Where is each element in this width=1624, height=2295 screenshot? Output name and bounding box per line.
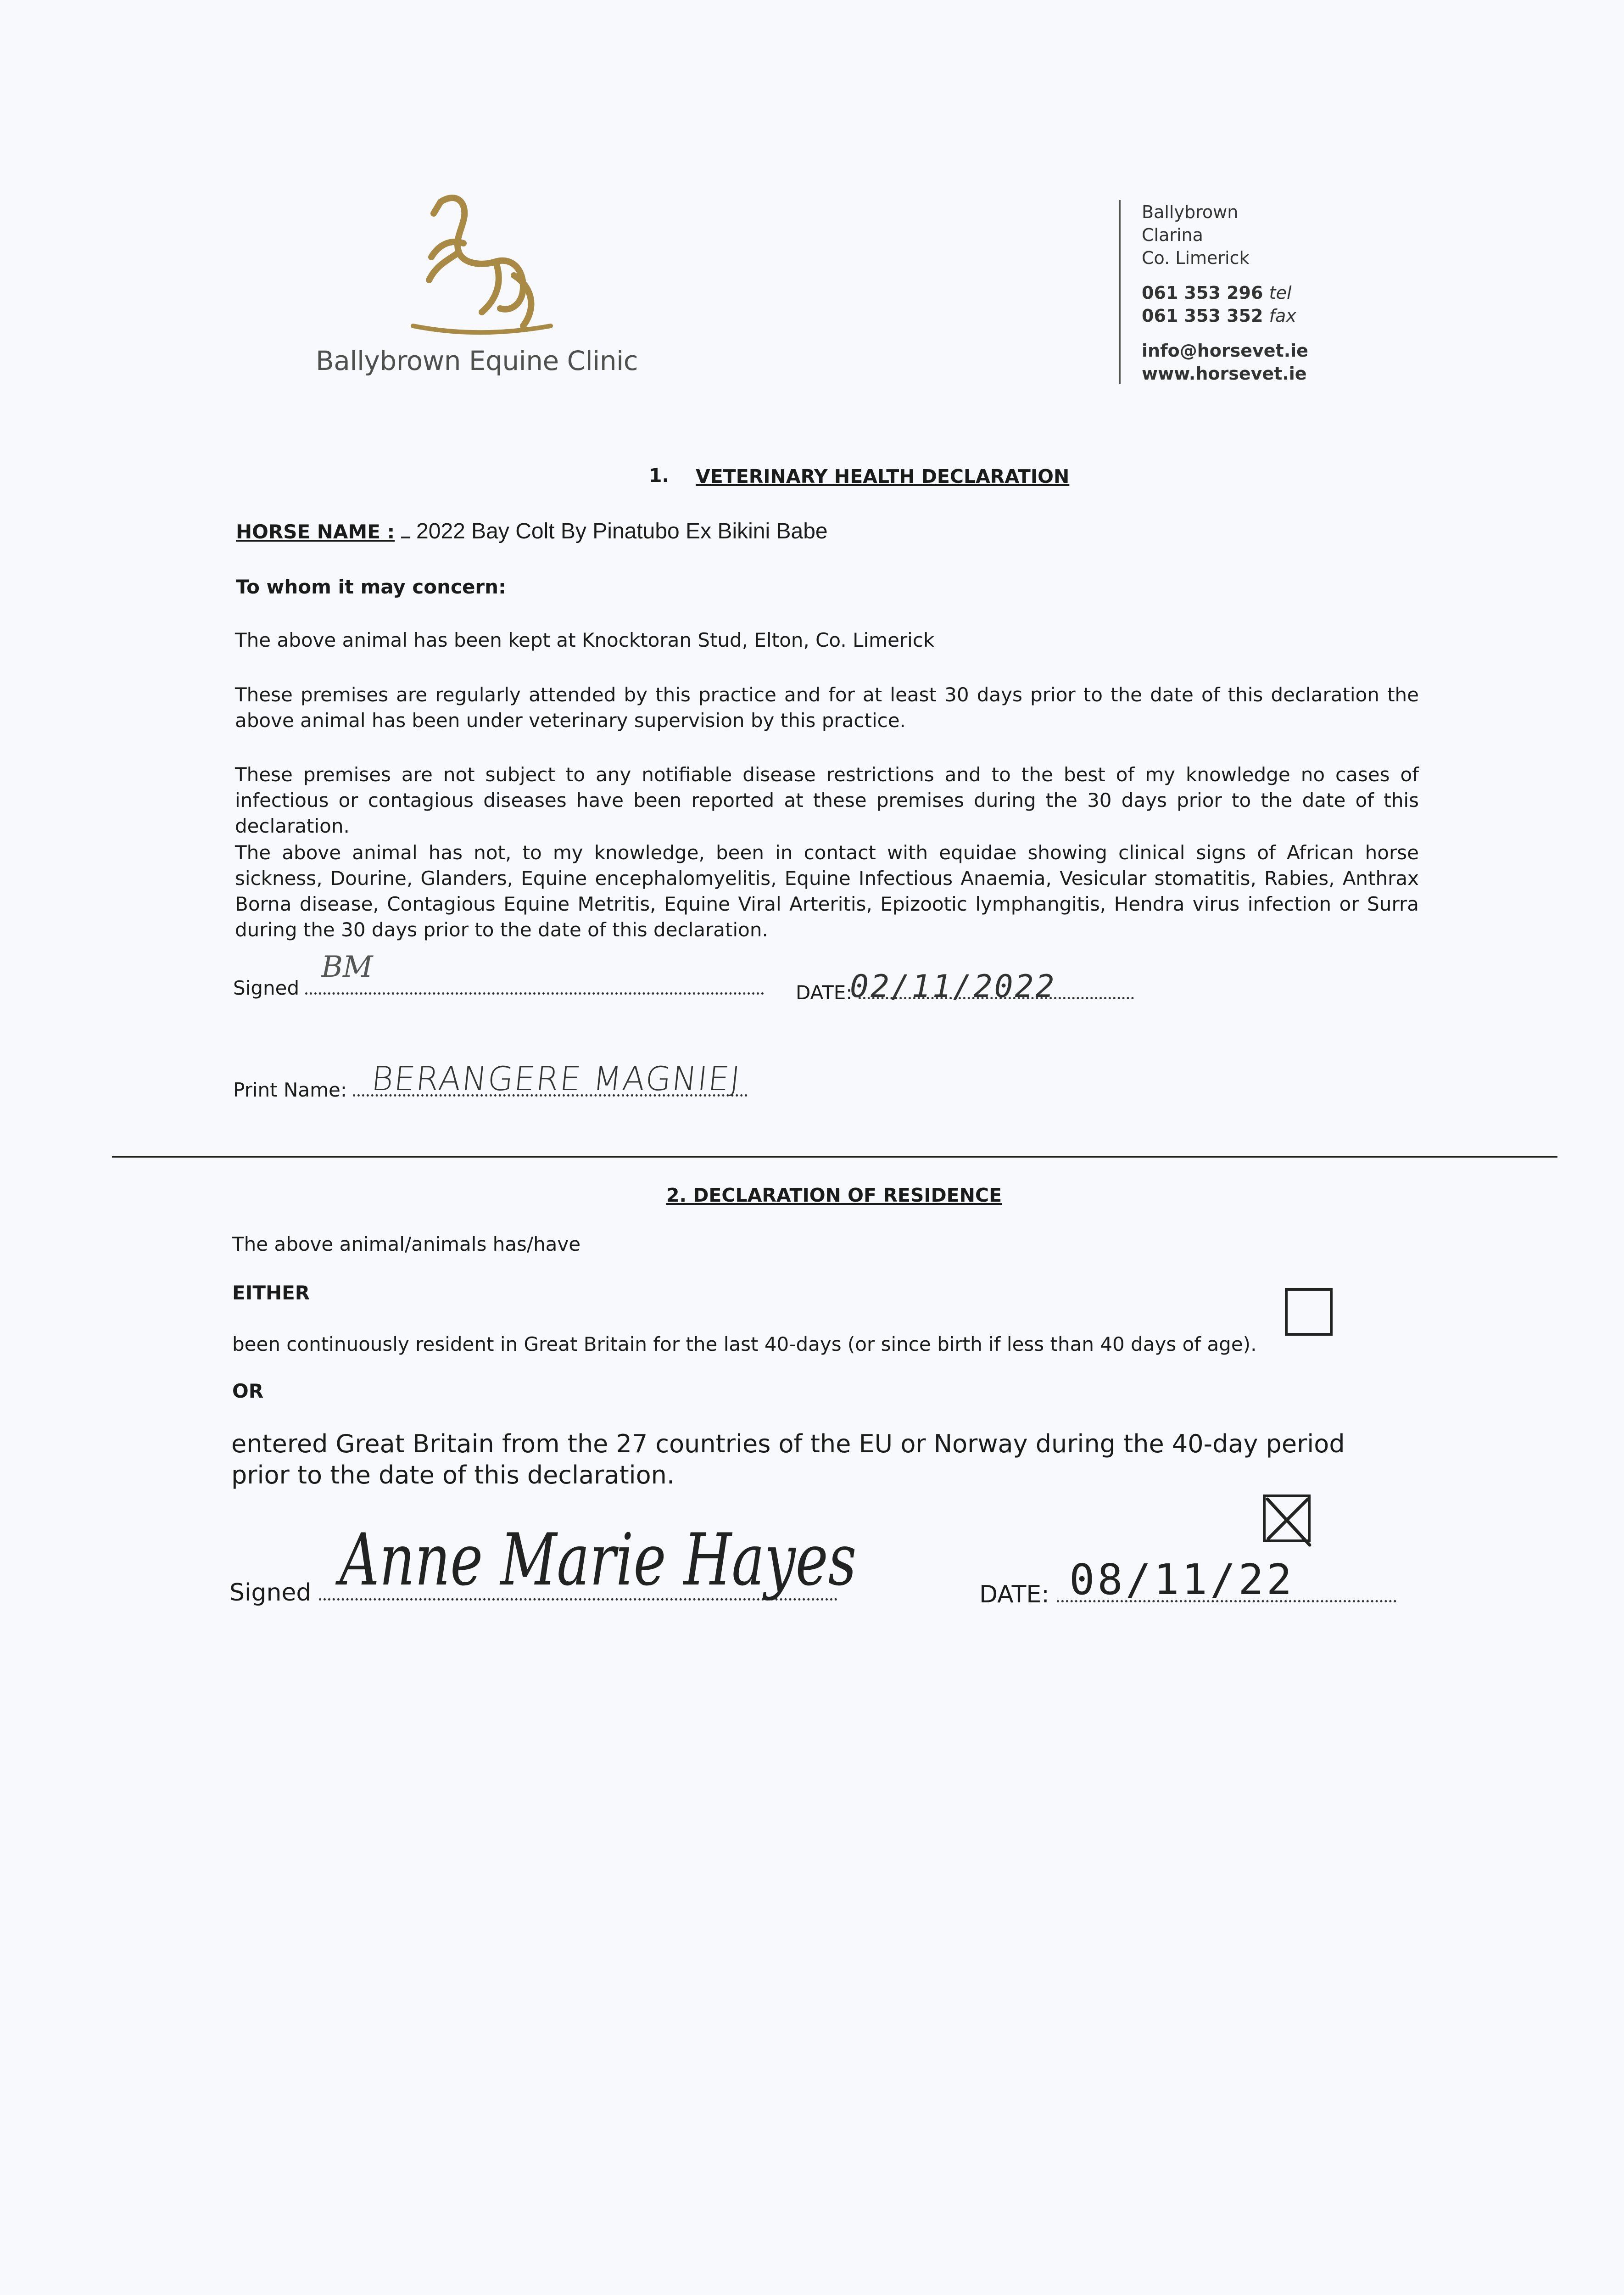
- section-divider: [112, 1156, 1557, 1158]
- phone-tel: [1142, 282, 1292, 304]
- signed-label-2: Signed: [229, 1579, 312, 1606]
- salutation: To whom it may concern:: [236, 576, 506, 598]
- phone-fax-number: 061 353 352: [1142, 306, 1263, 326]
- horse-name-value: 2022 Bay Colt By Pinatubo Ex Bikini Babe: [416, 519, 828, 543]
- check-x-icon: [1266, 1497, 1308, 1539]
- signature-name-2: Anne Marie Hayes: [340, 1519, 857, 1602]
- date-label-1: DATE:: [796, 981, 853, 1004]
- para-supervision: These premises are regularly attended by this practice and for at least 30 days prior to the date of this declaration the above animal has been under veterinary supervision by this practice.: [235, 683, 1419, 732]
- para-kept-at: The above animal has been kept at Knocktoran Stud, Elton, Co. Limerick: [235, 629, 935, 651]
- print-name-value: BERANGERE MAGNIEJ: [369, 1059, 743, 1098]
- section2-title: 2. DECLARATION OF RESIDENCE: [666, 1184, 1002, 1206]
- email: info@horsevet.ie: [1142, 341, 1308, 361]
- signature-initials-1: BM: [321, 950, 373, 984]
- option1-checkbox[interactable]: [1285, 1288, 1333, 1336]
- horse-name-label: HORSE NAME :: [236, 521, 395, 543]
- horse-name-row: [236, 519, 828, 544]
- para-no-contact: The above animal has not, to my knowledge, been in contact with equidae showing clinical signs of African horse sickness, Dourine, Glanders, Equine encephalomyelitis, Equine Infectious Anaemia, Vesicular stomatitis, Rabies, Anthrax Borna disease, Contagious Equine Metritis, Equine Viral Arteritis, Epizootic lymphangitis, Hendra virus infection or Surra during the 30 days prior to the date of this declaration.: [235, 841, 1419, 941]
- signed-label-1: Signed: [233, 977, 300, 999]
- phone-fax-label: fax: [1269, 306, 1296, 326]
- address-divider: [1119, 200, 1121, 384]
- phone-tel-label: tel: [1269, 283, 1292, 303]
- section1-title: VETERINARY HEALTH DECLARATION: [696, 465, 1070, 487]
- option1-text: been continuously resident in Great Britain for the last 40-days (or since birth if less than 40 days of age).: [232, 1333, 1257, 1355]
- website: www.horsevet.ie: [1142, 364, 1307, 384]
- or-label: OR: [232, 1380, 264, 1402]
- address-line-1: Ballybrown: [1142, 202, 1239, 222]
- address-line-3: Co. Limerick: [1142, 248, 1250, 268]
- para-no-restrictions: These premises are not subject to any notifiable disease restrictions and to the best of my knowledge no cases of infectious or contagious diseases have been reported at these premises during the 30 days prior to the date of this declaration.: [235, 763, 1419, 837]
- section1-number: 1.: [649, 465, 670, 487]
- address-line-2: Clarina: [1142, 225, 1203, 245]
- rearing-horse-logo-icon: [385, 188, 578, 344]
- date-value-2: 08/11/22: [1069, 1555, 1295, 1604]
- date-value-1: 02/11/2022: [850, 968, 1056, 1005]
- date-label-2: DATE:: [979, 1581, 1049, 1608]
- option2-text: entered Great Britain from the 27 countries of the EU or Norway during the 40-day period prior to the date of this declaration.: [231, 1429, 1345, 1489]
- phone-tel-number: 061 353 296: [1142, 283, 1263, 303]
- signed-row-1: [233, 977, 764, 999]
- either-label: EITHER: [232, 1282, 310, 1304]
- phone-fax: [1142, 305, 1296, 327]
- residence-intro: The above animal/animals has/have: [232, 1233, 581, 1255]
- clinic-name: Ballybrown Equine Clinic: [316, 345, 638, 376]
- print-name-label: Print Name:: [233, 1079, 347, 1101]
- option2-checkbox[interactable]: [1263, 1495, 1311, 1542]
